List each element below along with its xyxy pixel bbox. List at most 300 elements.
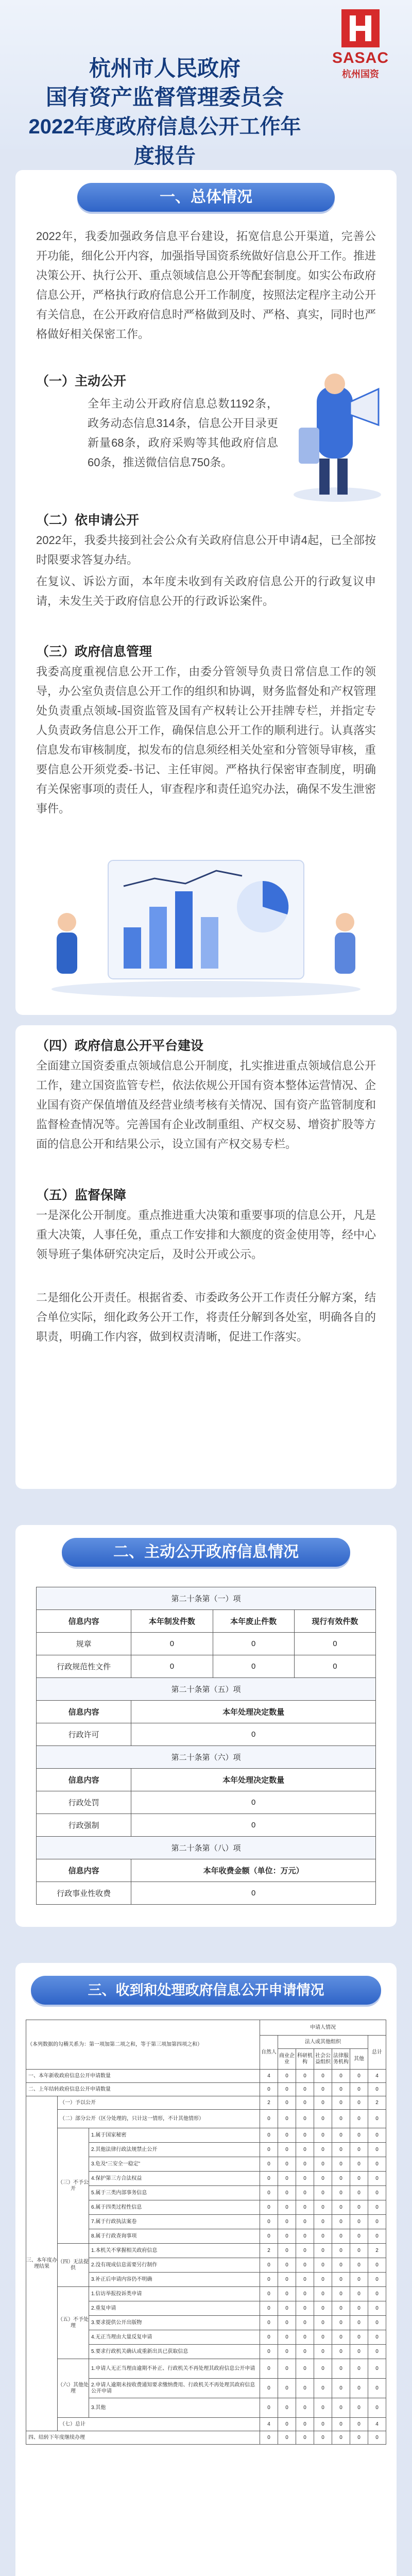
value-cell: 0 xyxy=(278,2172,296,2186)
logo-subtitle: 杭州国资 xyxy=(342,69,379,79)
value-cell: 0 xyxy=(350,2128,368,2143)
value-cell: 0 xyxy=(350,2244,368,2258)
value-cell: 0 xyxy=(314,2157,332,2172)
logo-text: SASAC xyxy=(332,49,389,66)
value-cell: 0 xyxy=(314,2110,332,2128)
value-cell: 0 xyxy=(368,2200,386,2215)
value-cell: 0 xyxy=(278,2215,296,2229)
value-cell: 0 xyxy=(368,2172,386,2186)
table-row xyxy=(37,1723,376,1746)
value-cell: 0 xyxy=(260,2345,278,2359)
value-cell: 0 xyxy=(332,2083,350,2096)
table-cell: 行政强制 xyxy=(37,1814,131,1837)
value-cell: 0 xyxy=(278,2273,296,2287)
table-row xyxy=(26,2083,386,2096)
table-row xyxy=(26,2244,386,2258)
value-cell: 0 xyxy=(314,2096,332,2110)
value-cell: 0 xyxy=(350,2431,368,2445)
table-cell: 5.要求行政机关确认或重新出具已获取信息 xyxy=(89,2345,260,2359)
value-cell: 0 xyxy=(350,2301,368,2316)
value-cell: 0 xyxy=(332,2418,350,2431)
value-cell: 0 xyxy=(350,2172,368,2186)
value-cell: 0 xyxy=(314,2359,332,2379)
para-active-disclosure: 全年主动公开政府信息总数1192条，政务动态信息314条，信息公开目录更新量68条，政府采购等其他政府信息60条，推送微信信息750条。 xyxy=(88,397,278,469)
table-cell: 行政事业性收费 xyxy=(37,1882,131,1905)
value-cell: 0 xyxy=(332,2070,350,2083)
table-cell: 行政规范性文件 xyxy=(37,1655,131,1678)
value-cell: 0 xyxy=(332,2157,350,2172)
table-row xyxy=(37,1746,376,1769)
table-cell: 科研机构 xyxy=(296,2049,314,2070)
table-cell: 商业企业 xyxy=(278,2049,296,2070)
table-3 xyxy=(26,2020,386,2445)
table-cell: 0 xyxy=(131,1814,376,1837)
value-cell: 0 xyxy=(332,2273,350,2287)
value-cell: 0 xyxy=(350,2316,368,2330)
table-cell: 信息内容 xyxy=(37,1610,131,1633)
value-cell: 0 xyxy=(314,2287,332,2301)
value-cell: 0 xyxy=(314,2398,332,2418)
value-cell: 0 xyxy=(260,2110,278,2128)
table-cell: 2.申请人逾期未按收费通知要求缴纳费用、行政机关不再处理其政府信息公开申请 xyxy=(89,2379,260,2398)
value-cell: 0 xyxy=(278,2096,296,2110)
value-cell: 0 xyxy=(350,2345,368,2359)
value-cell: 0 xyxy=(332,2359,350,2379)
value-cell: 0 xyxy=(350,2258,368,2273)
table-cell: 6.属于四类过程性信息 xyxy=(89,2200,260,2215)
value-cell: 0 xyxy=(260,2200,278,2215)
value-cell: 0 xyxy=(296,2128,314,2143)
value-cell: 0 xyxy=(368,2316,386,2330)
value-cell: 0 xyxy=(314,2070,332,2083)
table-row xyxy=(37,1814,376,1837)
value-cell: 0 xyxy=(350,2359,368,2379)
value-cell: 2 xyxy=(260,2244,278,2258)
value-cell: 0 xyxy=(296,2215,314,2229)
table-row xyxy=(26,2020,386,2036)
table-cell: 7.属于行政执法案卷 xyxy=(89,2215,260,2229)
table-cell: （三）不予公开 xyxy=(58,2128,89,2244)
value-cell: 0 xyxy=(350,2215,368,2229)
value-cell: 0 xyxy=(278,2143,296,2157)
value-cell: 0 xyxy=(368,2379,386,2398)
value-cell: 0 xyxy=(260,2186,278,2200)
value-cell: 0 xyxy=(314,2301,332,2316)
table-cell: 1.信访举报投诉类申请 xyxy=(89,2287,260,2301)
table-cell: 本年处理决定数量 xyxy=(131,1701,376,1723)
value-cell: 0 xyxy=(296,2096,314,2110)
value-cell: 0 xyxy=(368,2157,386,2172)
value-cell: 0 xyxy=(314,2128,332,2143)
value-cell: 0 xyxy=(260,2398,278,2418)
para-platform: 全面建立国资委重点领域信息公开制度，扎实推进重点领域信息公开工作，建立国资监管专栏，依法依规公开国有资本整体运营情况、企业国有资产保值增值及经营业绩考核有关情况、国有资产监管制度和监督检查情况等。完善国有企业改制重组、产权交易、增资扩股等方面的信息公开和结果公示，设立国有产权交易专栏。 xyxy=(36,1059,376,1150)
table-cell: 3.补正后申请内容仍不明确 xyxy=(89,2273,260,2287)
value-cell: 0 xyxy=(332,2244,350,2258)
value-cell: 0 xyxy=(368,2345,386,2359)
value-cell: 0 xyxy=(278,2229,296,2244)
para-supervision-1: 一是深化公开制度。重点推进重大决策和重要事项的信息公开，凡是重大决策，人事任免，重点工作安排和大额度的资金使用等，经中心领导班子集体研究决定后，及时公开或公示。 xyxy=(36,1209,376,1261)
value-cell: 0 xyxy=(350,2110,368,2128)
value-cell: 0 xyxy=(260,2273,278,2287)
value-cell: 0 xyxy=(332,2229,350,2244)
value-cell: 0 xyxy=(332,2379,350,2398)
value-cell: 0 xyxy=(278,2345,296,2359)
value-cell: 0 xyxy=(368,2083,386,2096)
value-cell: 0 xyxy=(296,2110,314,2128)
table-cell: 1.属于国家秘密 xyxy=(89,2128,260,2143)
value-cell: 0 xyxy=(260,2128,278,2143)
value-cell: 0 xyxy=(368,2186,386,2200)
table-cell: 2.其他法律行政法规禁止公开 xyxy=(89,2143,260,2157)
value-cell: 0 xyxy=(314,2229,332,2244)
value-cell: 0 xyxy=(278,2083,296,2096)
value-cell: 0 xyxy=(314,2186,332,2200)
table-row xyxy=(37,1587,376,1610)
table-row xyxy=(37,1701,376,1723)
table-row xyxy=(26,2128,386,2143)
value-cell: 0 xyxy=(296,2157,314,2172)
value-cell: 0 xyxy=(368,2431,386,2445)
subhead-2: （二）依申请公开 xyxy=(36,513,140,528)
value-cell: 0 xyxy=(350,2287,368,2301)
title-line-3: 2022年度政府信息公开工作年度报告 xyxy=(28,115,301,167)
value-cell: 2 xyxy=(260,2096,278,2110)
value-cell: 0 xyxy=(350,2229,368,2244)
table-cell: 行政处罚 xyxy=(37,1791,131,1814)
value-cell: 0 xyxy=(296,2379,314,2398)
value-cell: 0 xyxy=(278,2244,296,2258)
table-cell: 规章 xyxy=(37,1633,131,1655)
table-cell: 本年制发件数 xyxy=(131,1610,213,1633)
value-cell: 0 xyxy=(278,2379,296,2398)
value-cell: 0 xyxy=(314,2215,332,2229)
value-cell: 0 xyxy=(260,2258,278,2273)
value-cell: 0 xyxy=(260,2287,278,2301)
title-line-1: 杭州市人民政府 xyxy=(89,56,241,80)
value-cell: 0 xyxy=(332,2431,350,2445)
value-cell: 0 xyxy=(260,2431,278,2445)
table-2 xyxy=(36,1587,376,1905)
value-cell: 0 xyxy=(332,2345,350,2359)
table-row xyxy=(26,2431,386,2445)
table-cell: 0 xyxy=(131,1723,376,1746)
value-cell: 0 xyxy=(314,2345,332,2359)
value-cell: 0 xyxy=(332,2398,350,2418)
value-cell: 0 xyxy=(350,2330,368,2345)
table-cell: 行政许可 xyxy=(37,1723,131,1746)
section-2-banner: 二、主动公开政府信息情况 xyxy=(62,1538,350,1567)
table-cell: （二）部分公开（区分处理的，只计这一情形，不计其他情形） xyxy=(58,2110,260,2128)
value-cell: 0 xyxy=(350,2143,368,2157)
table-cell: 自然人 xyxy=(260,2036,278,2070)
para-application-1: 2022年，我委共接到社会公众有关政府信息公开申请4起，已全部按时限要求答复办结。 xyxy=(36,534,376,566)
table-cell: 二、上年结转政府信息公开申请数量 xyxy=(26,2083,260,2096)
para-supervision-2: 二是细化公开责任。根据省委、市委政务公开工作责任分解方案，结合单位实际，细化政务公开工作，将责任分解到各处室，明确各自的职责，明确工作内容，做到权责清晰，促进工作落实。 xyxy=(36,1291,376,1343)
value-cell: 0 xyxy=(296,2273,314,2287)
value-cell: 0 xyxy=(332,2330,350,2345)
value-cell: 0 xyxy=(368,2301,386,2316)
value-cell: 0 xyxy=(296,2258,314,2273)
value-cell: 0 xyxy=(350,2157,368,2172)
value-cell: 2 xyxy=(368,2096,386,2110)
value-cell: 0 xyxy=(368,2229,386,2244)
value-cell: 0 xyxy=(314,2172,332,2186)
megaphone-illustration xyxy=(288,371,386,505)
value-cell: 0 xyxy=(332,2172,350,2186)
value-cell: 0 xyxy=(350,2096,368,2110)
value-cell: 0 xyxy=(296,2172,314,2186)
value-cell: 4 xyxy=(368,2418,386,2431)
value-cell: 0 xyxy=(278,2200,296,2215)
value-cell: 0 xyxy=(314,2316,332,2330)
table-row xyxy=(37,1882,376,1905)
value-cell: 0 xyxy=(296,2301,314,2316)
table-cell: 4.保护第三方合法权益 xyxy=(89,2172,260,2186)
value-cell: 0 xyxy=(368,2110,386,2128)
table-cell: 2.重复申请 xyxy=(89,2301,260,2316)
table-row xyxy=(26,2359,386,2379)
table-cell: 0 xyxy=(213,1633,294,1655)
application-table xyxy=(26,2020,386,2445)
subhead-3: （三）政府信息管理 xyxy=(36,645,152,659)
value-cell: 0 xyxy=(332,2258,350,2273)
value-cell: 0 xyxy=(296,2431,314,2445)
table-row xyxy=(37,1859,376,1882)
sasac-logo xyxy=(330,9,391,80)
table-cell: （一）予以公开 xyxy=(58,2096,260,2110)
value-cell: 0 xyxy=(332,2096,350,2110)
table-cell: 0 xyxy=(131,1791,376,1814)
value-cell: 0 xyxy=(314,2418,332,2431)
report-header xyxy=(0,0,412,167)
value-cell: 0 xyxy=(296,2287,314,2301)
value-cell: 0 xyxy=(332,2128,350,2143)
table-cell: 法律服务机构 xyxy=(332,2049,350,2070)
table-cell: 现行有效件数 xyxy=(294,1610,375,1633)
table-row xyxy=(26,2096,386,2110)
table-row xyxy=(37,1655,376,1678)
value-cell: 0 xyxy=(368,2287,386,2301)
value-cell: 0 xyxy=(368,2273,386,2287)
table-cell: 3.要求提供公开出版物 xyxy=(89,2316,260,2330)
value-cell: 0 xyxy=(332,2200,350,2215)
table-cell: （四）无法提供 xyxy=(58,2244,89,2287)
overview-intro: 2022年，我委加强政务信息平台建设，拓宽信息公开渠道，完善公开功能，细化公开内容，加强指导国资系统做好信息公开工作。推进决策公开、执行公开、重点领域信息公开等配套制度。如实公布政府信息公开，严格执行政府信息公开工作制度，按照法定程序主动公开有关信息，在公开政府信息时严格做到及时、严格、真实，同时也严格做好相关保密工作。 xyxy=(36,230,376,341)
value-cell: 0 xyxy=(260,2359,278,2379)
value-cell: 0 xyxy=(350,2379,368,2398)
table-cell: 1.本机关不掌握相关政府信息 xyxy=(89,2244,260,2258)
table-cell: 信息内容 xyxy=(37,1859,131,1882)
value-cell: 0 xyxy=(350,2398,368,2418)
subhead-1: （一）主动公开 xyxy=(36,374,127,388)
table-row xyxy=(26,2418,386,2431)
value-cell: 0 xyxy=(278,2070,296,2083)
table-cell: 0 xyxy=(131,1633,213,1655)
table-cell: 本年收费金额（单位：万元） xyxy=(131,1859,376,1882)
value-cell: 0 xyxy=(296,2345,314,2359)
table-cell: 0 xyxy=(294,1633,375,1655)
value-cell: 0 xyxy=(368,2128,386,2143)
value-cell: 0 xyxy=(278,2431,296,2445)
value-cell: 0 xyxy=(296,2359,314,2379)
value-cell: 0 xyxy=(314,2200,332,2215)
table-row xyxy=(37,1633,376,1655)
value-cell: 0 xyxy=(296,2229,314,2244)
value-cell: 4 xyxy=(260,2070,278,2083)
value-cell: 0 xyxy=(368,2143,386,2157)
table-cell: 3.其他 xyxy=(89,2398,260,2418)
table-row xyxy=(26,2070,386,2083)
value-cell: 0 xyxy=(260,2301,278,2316)
value-cell: 0 xyxy=(296,2083,314,2096)
table-cell: 社会公益组织 xyxy=(314,2049,332,2070)
table-cell: 0 xyxy=(294,1655,375,1678)
table-cell: （五）不予处理 xyxy=(58,2287,89,2359)
value-cell: 0 xyxy=(350,2200,368,2215)
table-cell: 4.无正当理由大量反复申请 xyxy=(89,2330,260,2345)
table-cell: 1.申请人无正当理由逾期不补正、行政机关不再处理其政府信息公开申请 xyxy=(89,2359,260,2379)
value-cell: 0 xyxy=(368,2258,386,2273)
value-cell: 0 xyxy=(260,2229,278,2244)
table-cell: （七）总计 xyxy=(58,2418,260,2431)
value-cell: 0 xyxy=(314,2083,332,2096)
sasac-logo-icon xyxy=(341,9,380,47)
subhead-4: （四）政府信息公开平台建设 xyxy=(36,1039,204,1053)
table-section-header: 第二十条第（一）项 xyxy=(37,1587,376,1610)
value-cell: 0 xyxy=(278,2301,296,2316)
value-cell: 0 xyxy=(350,2186,368,2200)
section-3-banner: 三、收到和处理政府信息公开申请情况 xyxy=(31,1976,381,2005)
table-cell: 其他 xyxy=(350,2049,368,2070)
table-row xyxy=(37,1791,376,1814)
active-disclosure-table xyxy=(36,1587,376,1905)
table-cell: 信息内容 xyxy=(37,1769,131,1791)
value-cell: 0 xyxy=(260,2157,278,2172)
value-cell: 0 xyxy=(350,2083,368,2096)
value-cell: 0 xyxy=(278,2157,296,2172)
value-cell: 0 xyxy=(260,2172,278,2186)
subhead-5: （五）监督保障 xyxy=(36,1188,127,1202)
value-cell: 0 xyxy=(314,2244,332,2258)
value-cell: 0 xyxy=(314,2258,332,2273)
section-1-banner: 一、总体情况 xyxy=(77,183,335,212)
value-cell: 0 xyxy=(332,2186,350,2200)
table-cell: 0 xyxy=(131,1655,213,1678)
table-row xyxy=(37,1769,376,1791)
dashboard-illustration xyxy=(36,850,376,999)
value-cell: 0 xyxy=(278,2128,296,2143)
table-cell: 申请人情况 xyxy=(260,2020,386,2036)
table-cell: 3.危及“三安全一稳定” xyxy=(89,2157,260,2172)
value-cell: 0 xyxy=(314,2143,332,2157)
value-cell: 0 xyxy=(314,2431,332,2445)
value-cell: 4 xyxy=(368,2070,386,2083)
table-cell: 本年处理决定数量 xyxy=(131,1769,376,1791)
value-cell: 0 xyxy=(368,2359,386,2379)
value-cell: 0 xyxy=(314,2273,332,2287)
value-cell: 0 xyxy=(278,2330,296,2345)
table-cell: 8.属于行政查询事项 xyxy=(89,2229,260,2244)
table-cell: 2.没有现成信息需要另行制作 xyxy=(89,2258,260,2273)
table-cell: 法人或其他组织 xyxy=(278,2036,368,2049)
table-note: （本列数据的勾稽关系为：第一项加第二项之和，等于第三项加第四项之和） xyxy=(26,2020,260,2070)
value-cell: 0 xyxy=(332,2110,350,2128)
title-line-2: 国有资产监督管理委员会 xyxy=(45,85,284,109)
value-cell: 0 xyxy=(296,2186,314,2200)
value-cell: 0 xyxy=(332,2215,350,2229)
para-info-management: 我委高度重视信息公开工作，由委分管领导负责日常信息工作的领导，办公室负责信息公开工作的组织和协调，财务监督处和产权管理处负责重点领域-国资监管及国有产权转让公开挂牌专栏，并指定专人负责政务信息公开工作，确保信息公开工作的顺利进行。认真落实信息发布审核制度，拟发布的信息须经相关处室和分管领导审核，重要信息公开须党委-书记、主任审阅。严格执行保密审查制度，明确有关保密事项的责任人，审查程序和责任追究办法，确保不发生泄密事件。 xyxy=(36,665,376,815)
table-section-header: 第二十条第（八）项 xyxy=(37,1837,376,1859)
value-cell: 0 xyxy=(278,2186,296,2200)
value-cell: 0 xyxy=(350,2070,368,2083)
value-cell: 0 xyxy=(332,2287,350,2301)
value-cell: 0 xyxy=(278,2398,296,2418)
value-cell: 0 xyxy=(314,2330,332,2345)
value-cell: 0 xyxy=(260,2316,278,2330)
table-cell: 一、本年新收政府信息公开申请数量 xyxy=(26,2070,260,2083)
table-cell: （六）其他处理 xyxy=(58,2359,89,2418)
value-cell: 0 xyxy=(296,2070,314,2083)
table-cell: 总计 xyxy=(368,2036,386,2070)
table-cell: 0 xyxy=(131,1882,376,1905)
value-cell: 0 xyxy=(278,2287,296,2301)
value-cell: 0 xyxy=(260,2379,278,2398)
value-cell: 0 xyxy=(296,2316,314,2330)
value-cell: 0 xyxy=(296,2244,314,2258)
table-row xyxy=(37,1610,376,1633)
value-cell: 0 xyxy=(296,2330,314,2345)
value-cell: 4 xyxy=(260,2418,278,2431)
value-cell: 0 xyxy=(278,2418,296,2431)
value-cell: 0 xyxy=(332,2301,350,2316)
value-cell: 0 xyxy=(350,2418,368,2431)
table-cell: 5.属于三类内部事务信息 xyxy=(89,2186,260,2200)
value-cell: 0 xyxy=(296,2398,314,2418)
table-row xyxy=(26,2110,386,2128)
value-cell: 0 xyxy=(278,2316,296,2330)
value-cell: 0 xyxy=(278,2110,296,2128)
value-cell: 0 xyxy=(296,2200,314,2215)
value-cell: 2 xyxy=(368,2244,386,2258)
table-section-header: 第二十条第（六）项 xyxy=(37,1746,376,1769)
value-cell: 0 xyxy=(296,2418,314,2431)
table-row xyxy=(37,1837,376,1859)
value-cell: 0 xyxy=(350,2273,368,2287)
value-cell: 0 xyxy=(368,2215,386,2229)
value-cell: 0 xyxy=(278,2359,296,2379)
table-row xyxy=(26,2287,386,2301)
table-cell: 信息内容 xyxy=(37,1701,131,1723)
value-cell: 0 xyxy=(260,2215,278,2229)
value-cell: 0 xyxy=(332,2143,350,2157)
value-cell: 0 xyxy=(368,2398,386,2418)
table-cell: 本年废止件数 xyxy=(213,1610,294,1633)
table-row xyxy=(37,1678,376,1701)
value-cell: 0 xyxy=(314,2379,332,2398)
value-cell: 0 xyxy=(260,2143,278,2157)
value-cell: 0 xyxy=(368,2330,386,2345)
value-cell: 0 xyxy=(332,2316,350,2330)
table-cell: 三、本年度办理结果 xyxy=(26,2096,58,2431)
value-cell: 0 xyxy=(260,2083,278,2096)
table-cell: 四、结转下年度继续办理 xyxy=(26,2431,260,2445)
table-section-header: 第二十条第（五）项 xyxy=(37,1678,376,1701)
value-cell: 0 xyxy=(260,2330,278,2345)
table-cell: 0 xyxy=(213,1655,294,1678)
para-application-2: 在复议、诉讼方面，本年度未收到有关政府信息公开的行政复议申请，未发生关于政府信息公开的行政诉讼案件。 xyxy=(36,575,376,607)
value-cell: 0 xyxy=(278,2258,296,2273)
value-cell: 0 xyxy=(296,2143,314,2157)
